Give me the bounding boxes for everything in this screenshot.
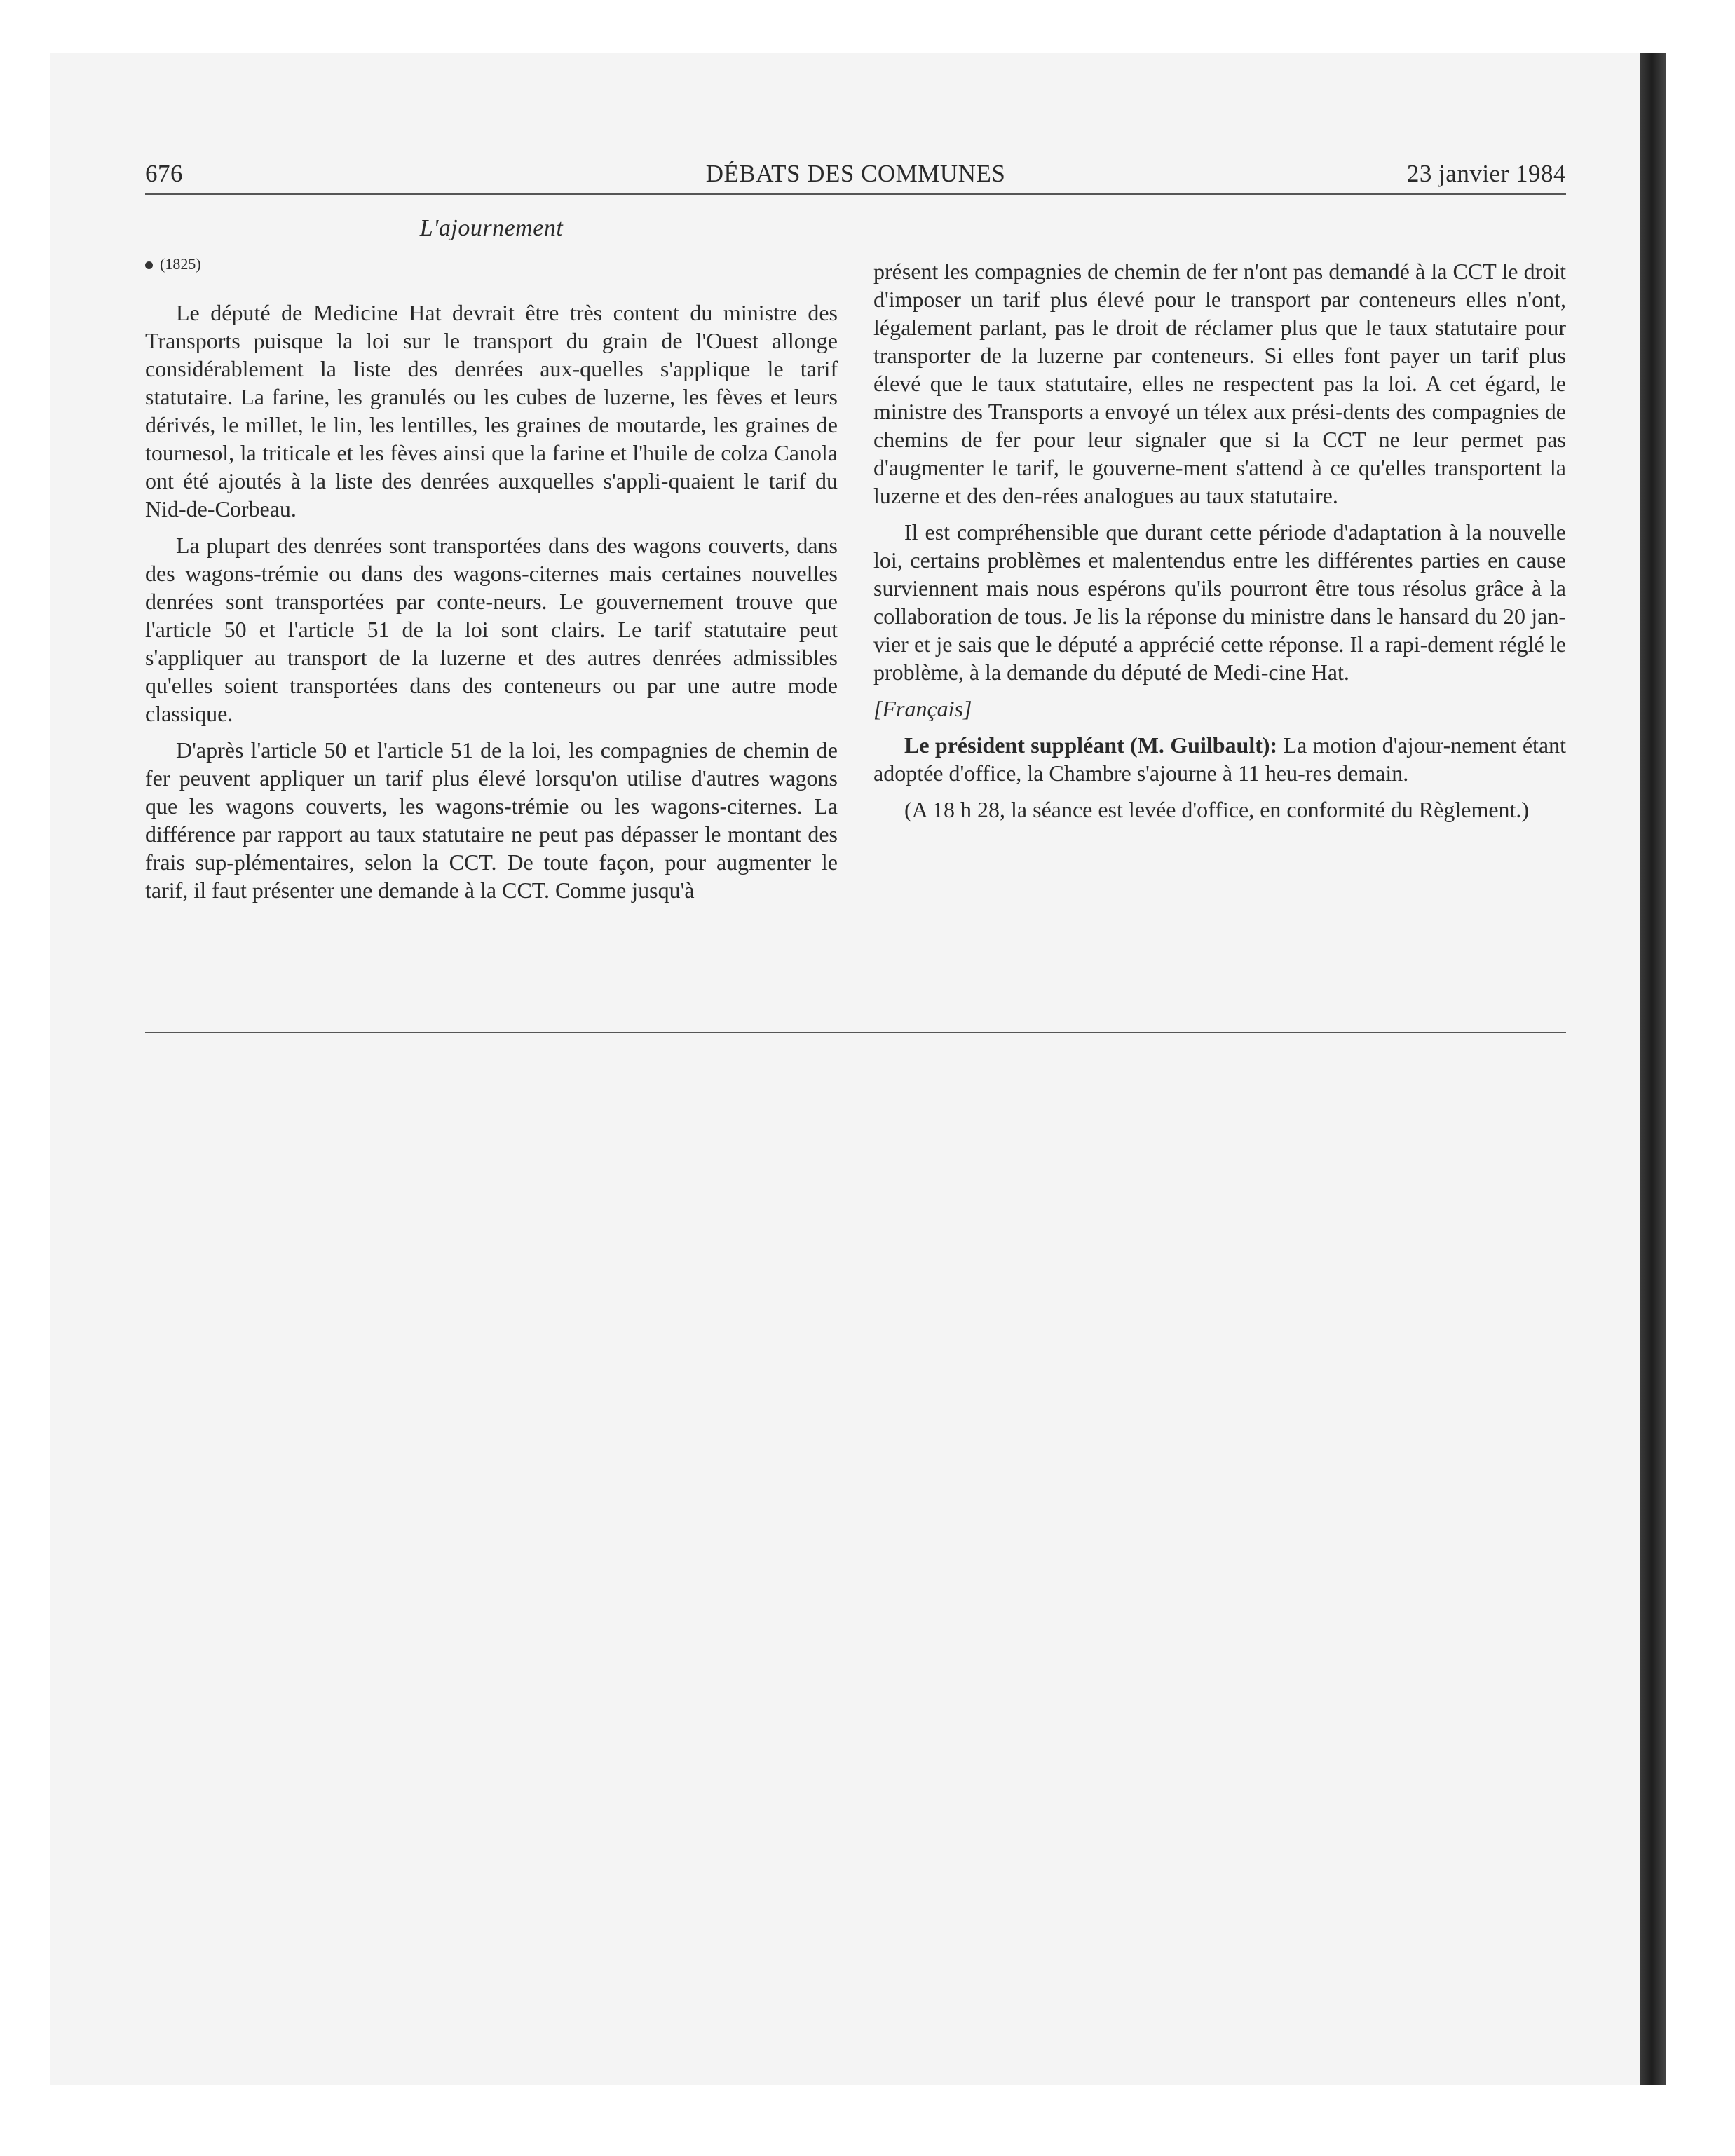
right-column: [873, 257, 1566, 832]
scan-edge: [1640, 53, 1666, 2085]
speaker-name: Le président suppléant (M. Guilbault):: [904, 732, 1278, 758]
end-rule: [145, 1032, 1566, 1033]
paragraph-continuation: présent les compagnies de chemin de fer n'ont pas demandé à la CCT le droit d'imposer un tarif plus élevé pour le transport par conteneurs elles n'ont, légalement parlant, pas le droit de réclamer plus que le taux statutaire pour transporter de la luzerne par conteneurs. Si elles font payer un tarif plus élevé que le taux statutaire, elles ne respectent pas la loi. A cet égard, le ministre des Transports a envoyé un télex aux prési-dents des compagnies de chemins de fer pour leur signaler que si la CCT ne leur permet pas d'augmenter le tarif, le gouverne-ment s'attend à ce qu'elles transportent la luzerne et des den-rées analogues au taux statutaire.: [873, 259, 1566, 508]
publication-title: DÉBATS DES COMMUNES: [705, 160, 1006, 187]
speaker-text: La motion d'ajour-nement étant adoptée d'office, la Chambre s'ajourne à 11 heu-res demain.: [873, 732, 1567, 786]
time-marker: [145, 255, 838, 273]
left-column: [145, 210, 838, 913]
paragraph: La plupart des denrées sont transportées dans des wagons couverts, dans des wagons-trémie ou dans des wagons-citernes mais certaines nouvelles denrées sont transportées par conte-neurs. Le gouvernement trouve que l'article 50 et l'article 51 de la loi sont clairs. Le tarif statutaire peut s'appliquer au transport de la luzerne et des autres denrées admissibles qu'elles soient transportées dans des conteneurs ou par une autre mode classique.: [145, 533, 838, 726]
section-title: L'ajournement: [419, 215, 564, 241]
header-rule: [145, 193, 1566, 195]
page-number: 676: [145, 160, 183, 187]
page-date: 23 janvier 1984: [1406, 160, 1566, 187]
bullet-icon: [145, 261, 153, 269]
paragraph: D'après l'article 50 et l'article 51 de la loi, les compagnies de chemin de fer peuvent appliquer un tarif plus élevé lorsqu'on utilise d'autres wagons que les wagons couverts, les wagons-trémie ou les wagons-citernes. La différence par rapport au taux statutaire ne peut pas dépasser le montant des frais sup-plémentaires, selon la CCT. De toute façon, pour augmenter le tarif, il faut présenter une demande à la CCT. Comme jusqu'à: [145, 737, 838, 903]
time-marker-text: (1825): [160, 255, 201, 273]
speaker-paragraph: [873, 731, 1566, 787]
language-tag: [Français]: [873, 696, 972, 721]
paragraph: Le député de Medicine Hat devrait être très content du ministre des Transports puisque la loi sur le transport du grain de l'Ouest allonge considérablement la liste des denrées aux-quelles s'applique le tarif statutaire. La farine, les granulés ou les cubes de luzerne, les fèves et leurs dérivés, le millet, le lin, les lentilles, les graines de moutarde, les graines de tournesol, la triticale et les fèves ainsi que la farine et l'huile de colza Canola ont été ajoutés à la liste des denrées auxquelles s'appli-quaient le tarif du Nid-de-Corbeau.: [145, 300, 838, 521]
paragraph: Il est compréhensible que durant cette période d'adaptation à la nouvelle loi, certains problèmes et malentendus entre les différentes parties en cause surviennent mais nous espérons qu'ils pourront être tous résolus grâce à la collaboration de tous. Je lis la réponse du ministre dans le hansard du 20 jan-vier et je sais que le député a apprécié cette réponse. Il a rapi-dement réglé le problème, à la demande du député de Medi-cine Hat.: [873, 519, 1566, 685]
closing-note: (A 18 h 28, la séance est levée d'office, en conformité du Règlement.): [904, 797, 1530, 822]
